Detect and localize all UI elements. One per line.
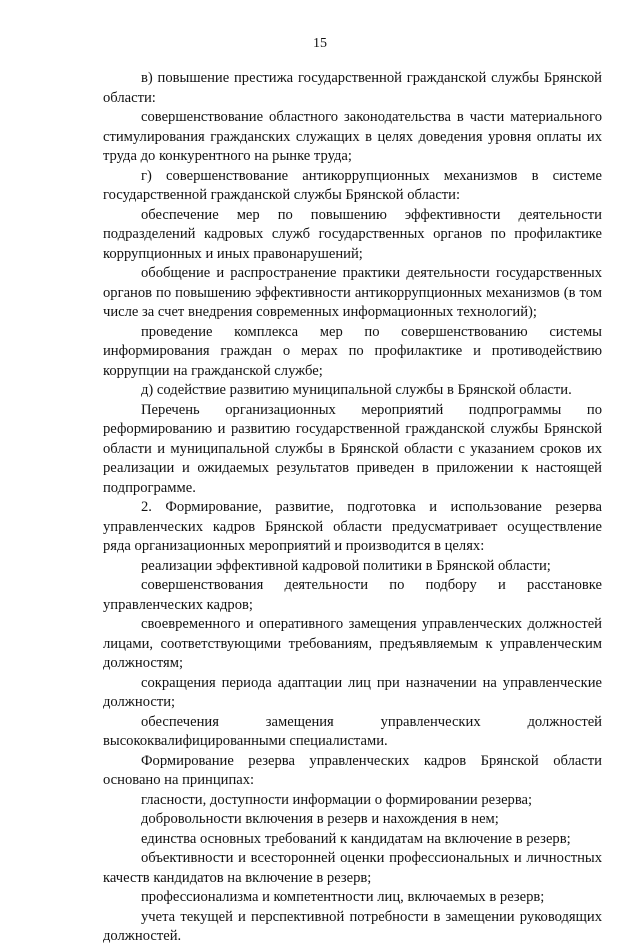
paragraph: обеспечение мер по повышению эффективности деятельности подразделений кадровых служб государственных органов по профилактике коррупционных и иных правонарушений; (103, 206, 602, 262)
paragraph: совершенствование областного законодательства в части материального стимулирования гражданских служащих в целях доведения уровня оплаты их труда до конкурентного на рынке труда; (103, 109, 602, 164)
paragraph: обобщение и распространение практики деятельности государственных органов по повышению эффективности антикоррупционных механизмов (в том числе за счет внедрения современных информационных технологий); (103, 265, 602, 320)
paragraph: профессионализма и компетентности лиц, включаемых в резерв; (141, 889, 545, 905)
paragraph: г) совершенствование антикоррупционных механизмов в системе государственной гражданской службы Брянской области: (103, 167, 602, 203)
paragraph: Перечень организационных мероприятий подпрограммы по реформированию и развитию государственной гражданской службы Брянской области и муниципальной службы в Брянской области с указанием сроков их реализации и ожидаемых результатов приведен в приложении к настоящей подпрограмме. (103, 401, 602, 496)
paragraph: проведение комплекса мер по совершенствованию системы информирования граждан о мерах по профилактике и противодействию коррупции на гражданской службе; (103, 323, 602, 379)
paragraph: объективности и всесторонней оценки профессиональных и личностных качеств кандидатов на включение в резерв; (103, 850, 602, 886)
paragraph: сокращения периода адаптации лиц при назначении на управленческие должности; (103, 674, 602, 710)
paragraph: д) содействие развитию муниципальной службы в Брянской области. (141, 382, 572, 398)
paragraph: единства основных требований к кандидатам на включение в резерв; (141, 830, 571, 847)
page-number: 15 (313, 36, 327, 51)
paragraph: 2. Формирование, развитие, подготовка и использование резерва управленческих кадров Брянской области предусматривает осуществление ряда организационных мероприятий и производится в целях: (103, 499, 602, 554)
paragraph: обеспечения замещения управленческих должностей высококвалифицированными специалистами. (103, 713, 602, 749)
paragraph: в) повышение престижа государственной гражданской службы Брянской области: (103, 70, 602, 106)
paragraph: реализации эффективной кадровой политики в Брянской области; (141, 557, 551, 574)
paragraph: учета текущей и перспективной потребности в замещении руководящих должностей. (103, 908, 602, 944)
paragraph: добровольности включения в резерв и нахождения в нем; (141, 811, 499, 827)
paragraph: Формирование резерва управленческих кадров Брянской области основано на принципах: (103, 752, 602, 788)
paragraph: гласности, доступности информации о формировании резерва; (141, 791, 533, 808)
paragraph: совершенствования деятельности по подбору и расстановке управленческих кадров; (103, 577, 602, 613)
paragraph: своевременного и оперативного замещения управленческих должностей лицами, соответствующими требованиям, предъявляемым к управленческим должностям; (103, 616, 602, 671)
document-body (103, 69, 602, 947)
